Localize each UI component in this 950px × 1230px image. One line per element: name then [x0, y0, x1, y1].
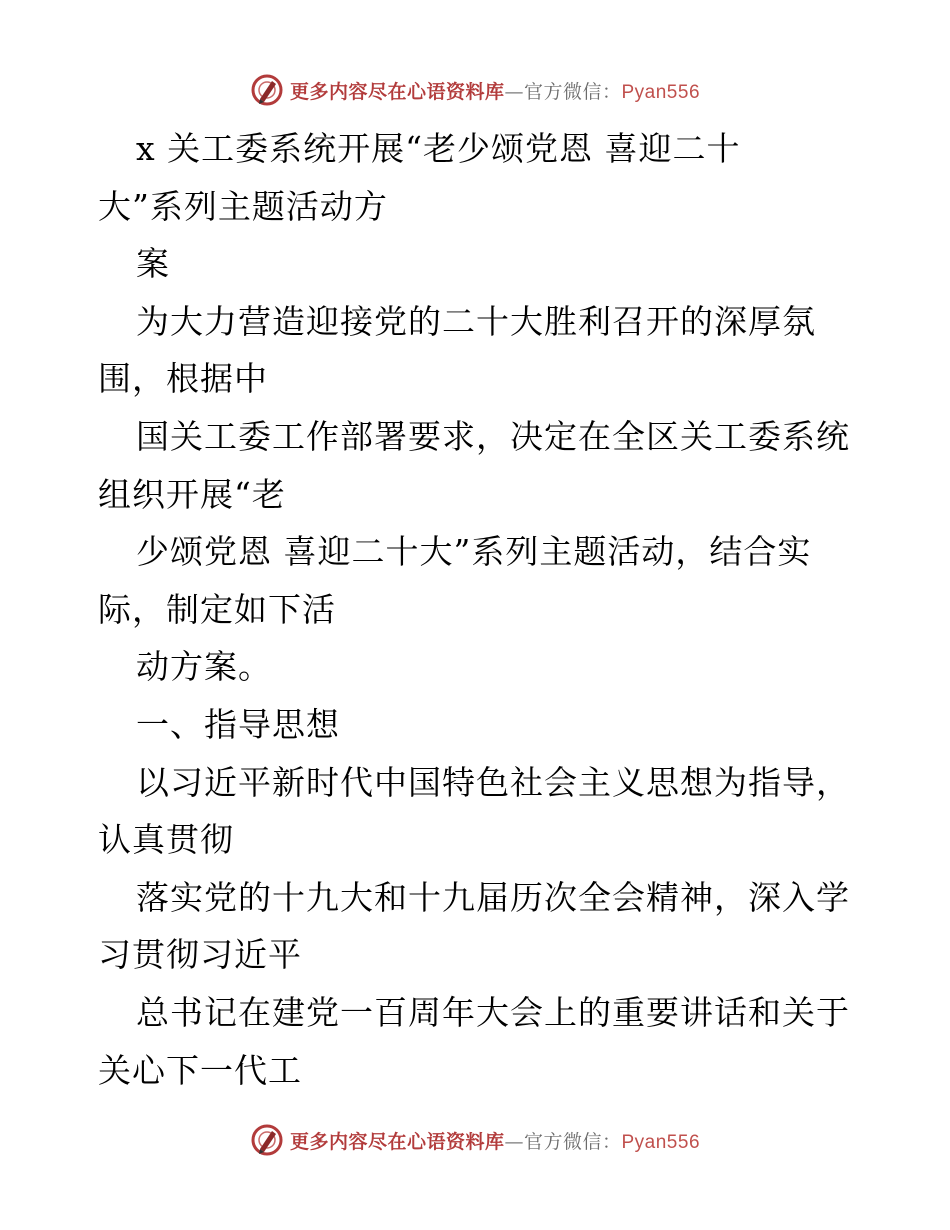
- document-line: 案: [136, 244, 170, 284]
- document-line: 大”系列主题活动方: [98, 186, 388, 226]
- document-line: 为大力营造迎接党的二十大胜利召开的深厚氛: [136, 301, 816, 341]
- document-line: 国关工委工作部署要求，决定在全区关工委系统: [136, 416, 850, 456]
- document-line: 关心下一代工: [98, 1050, 302, 1090]
- header-watermark: [0, 70, 950, 110]
- watermark-brand: 更多内容尽在心语资料库: [289, 1130, 505, 1153]
- document-line: 总书记在建党一百周年大会上的重要讲话和关于: [136, 992, 850, 1032]
- watermark-text: [290, 77, 700, 104]
- watermark-label: 官方微信：: [523, 80, 622, 103]
- footer-watermark: [0, 1120, 950, 1160]
- document-line: 认真贯彻: [98, 820, 234, 860]
- document-line: 落实党的十九大和十九届历次全会精神，深入学: [136, 877, 850, 917]
- watermark-label: 官方微信：: [523, 1130, 622, 1153]
- document-line: 一、指导思想: [136, 704, 340, 744]
- watermark-wechat-id: Pyan556: [621, 81, 701, 103]
- document-body: [98, 120, 858, 1099]
- watermark-dash: —: [504, 80, 524, 103]
- document-line: 动方案。: [136, 647, 272, 687]
- document-line: 际，制定如下活: [98, 589, 336, 629]
- watermark-text: [290, 1127, 700, 1154]
- document-line: 组织开展“老: [98, 474, 286, 514]
- watermark-brand: 更多内容尽在心语资料库: [289, 80, 505, 103]
- document-line: 少颂党恩 喜迎二十大”系列主题活动，结合实: [136, 532, 812, 572]
- document-line: 围，根据中: [98, 359, 268, 399]
- document-line: x 关工委系统开展“老少颂党恩 喜迎二十: [136, 129, 741, 168]
- document-line: 以习近平新时代中国特色社会主义思想为指导，: [136, 762, 850, 802]
- watermark-dash: —: [504, 1130, 524, 1153]
- pen-logo-icon: [250, 1123, 284, 1157]
- watermark-wechat-id: Pyan556: [621, 1131, 701, 1153]
- document-line: 习贯彻习近平: [98, 935, 302, 975]
- pen-logo-icon: [250, 73, 284, 107]
